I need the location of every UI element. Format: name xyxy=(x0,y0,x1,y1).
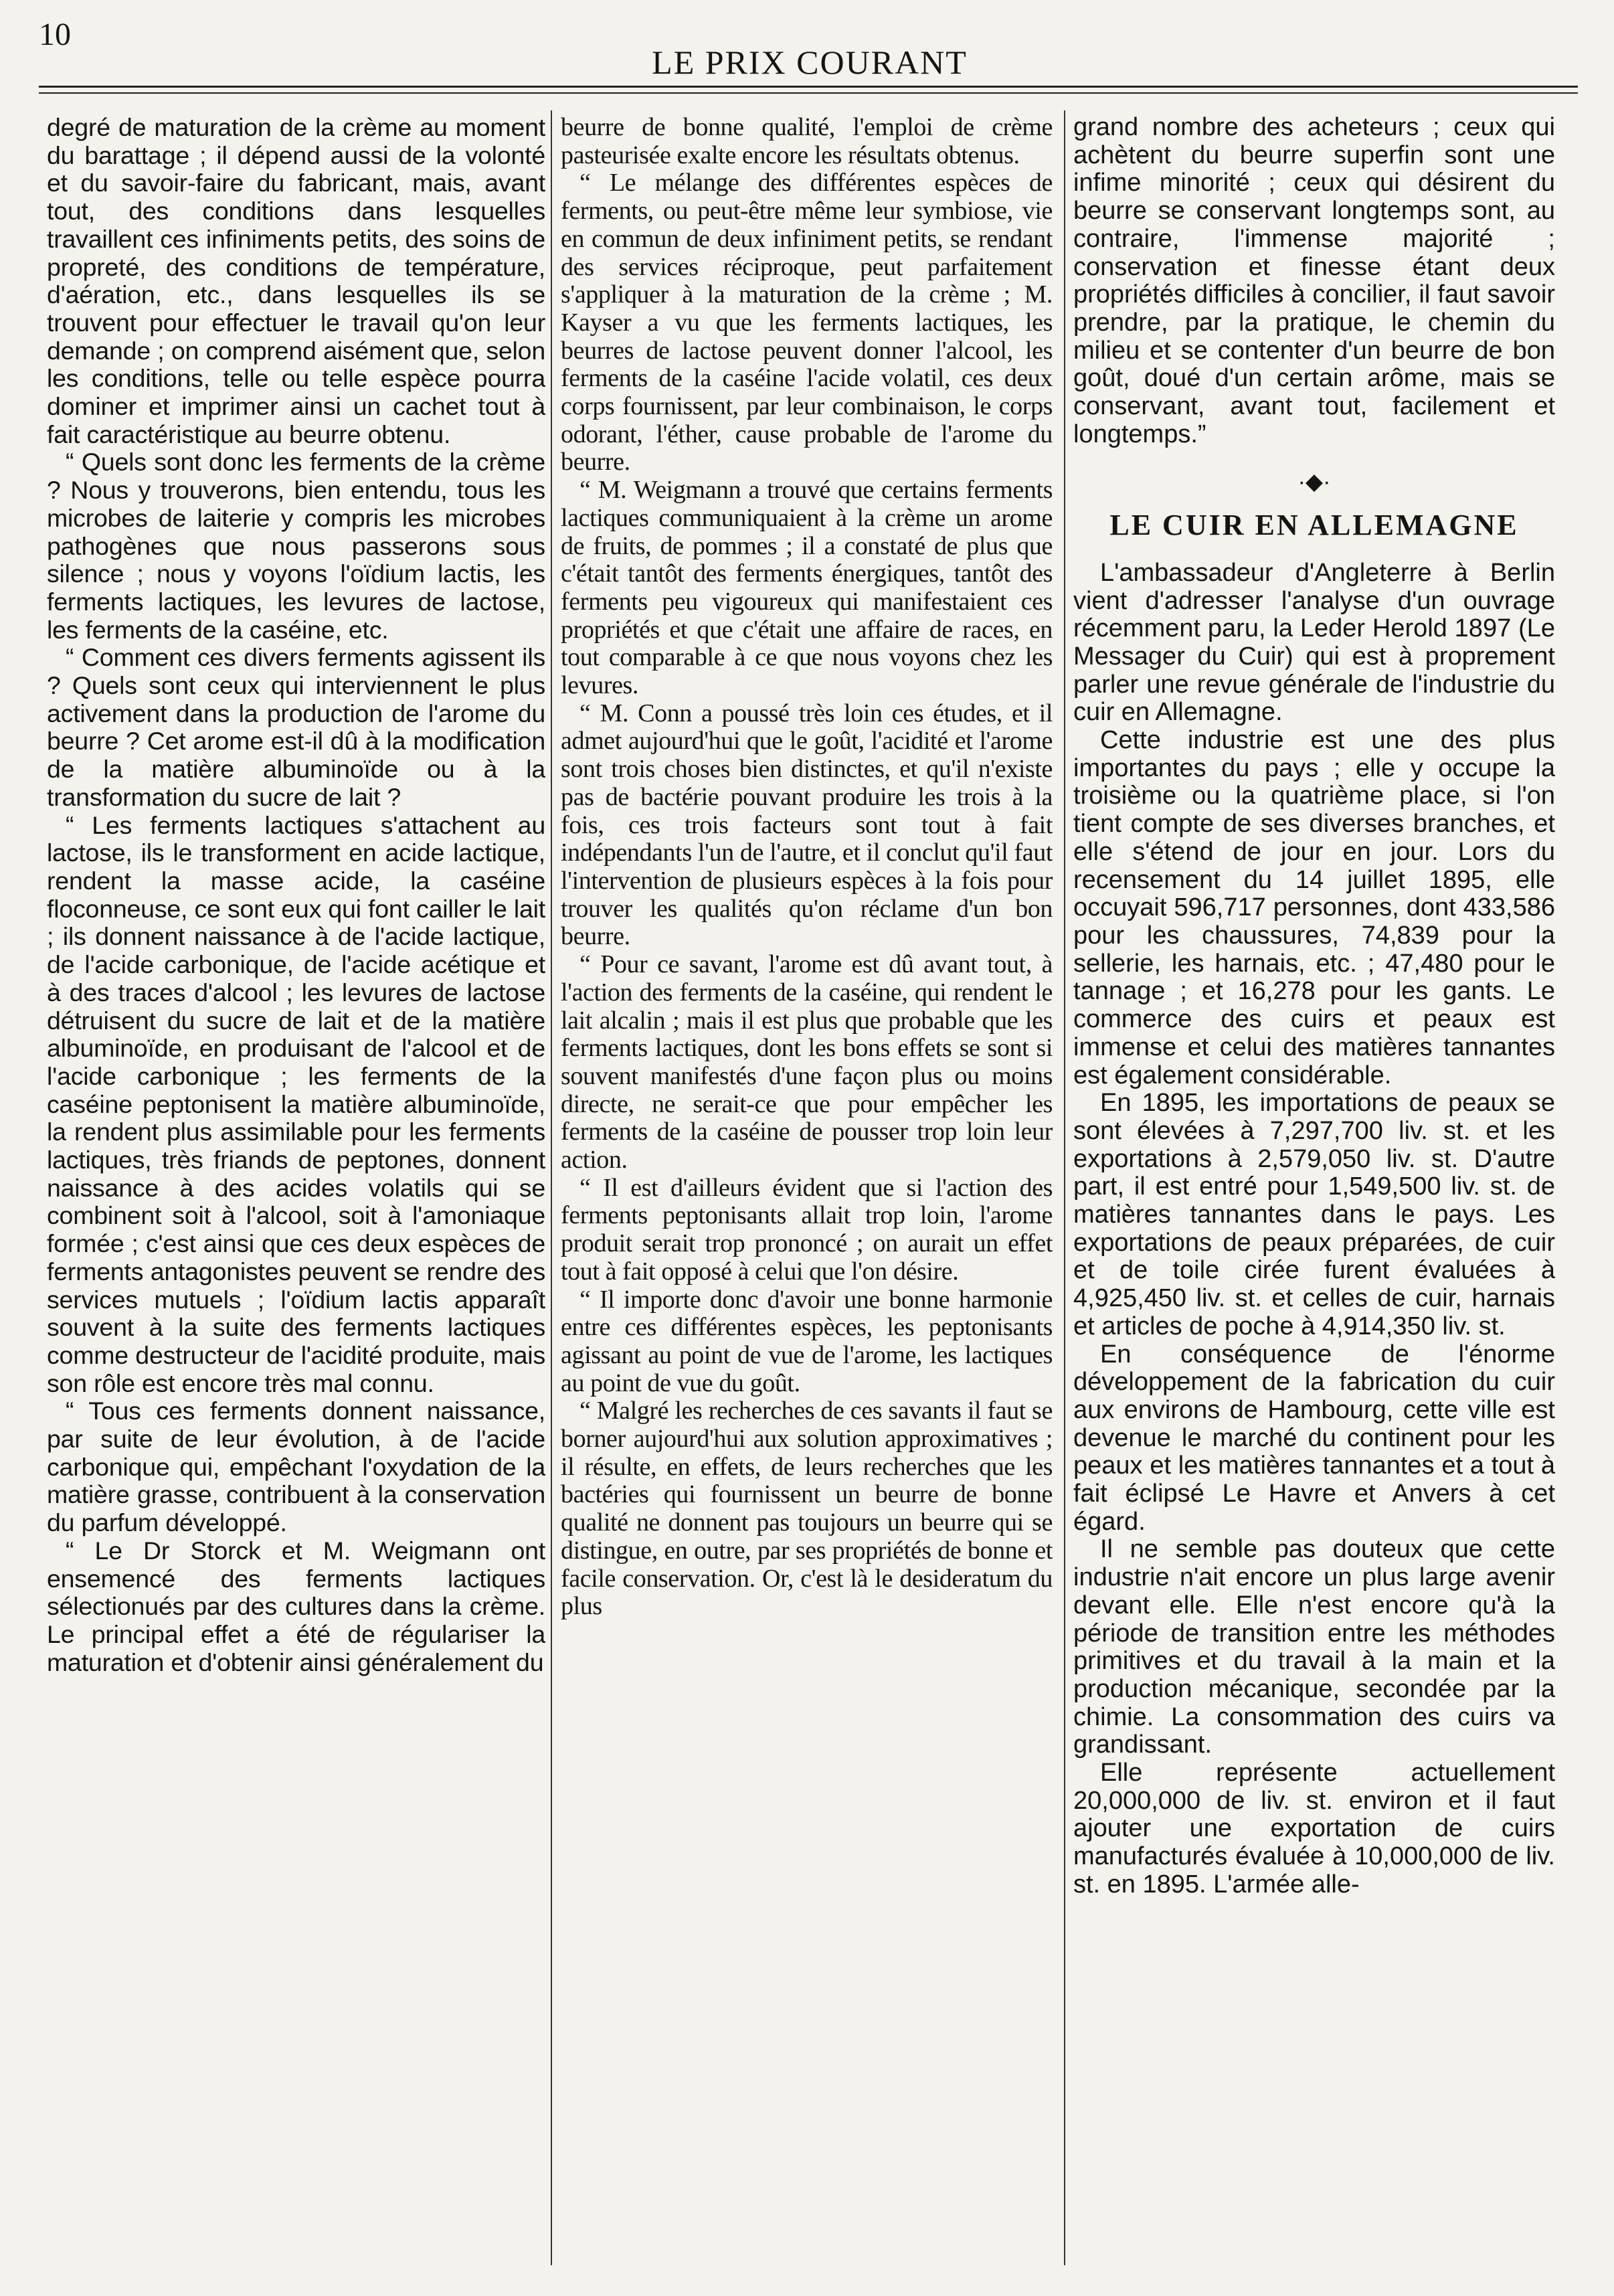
paragraph: “ Pour ce savant, l'arome est dû avant tout, à l'action des ferments de la caséine, qui rendent le lait alcalin ; mais il est plus que probable que les ferments lactiques, dont les bons effets se sont si souvent manifestés d'une façon plus ou moins directe, ne serait-ce que pour empêcher les ferments de la caséine de pousser trop loin leur action. xyxy=(561,950,1053,1174)
paragraph: “ Quels sont donc les ferments de la crème ? Nous y trouverons, bien entendu, tous les microbes de laiterie y compris les microbes pathogènes que nous passerons sous silence ; nous y voyons l'oïdium lactis, les ferments lactiques, les levures de lactose, les ferments de la caséine, etc. xyxy=(47,448,545,644)
paragraph: Elle représente actuellement 20,000,000 de liv. st. environ et il faut ajouter une exportation de cuirs manufacturés évaluée à 10,000,000 de liv. st. en 1895. L'armée alle- xyxy=(1073,1759,1555,1898)
column-divider-2 xyxy=(1064,110,1065,2265)
paragraph: degré de maturation de la crème au moment du barattage ; il dépend aussi de la volonté et du savoir-faire du fabricant, mais, avant tout, des conditions dans lesquelles travaillent ces infiniments petits, des soins de propreté, des conditions de température, d'aération, etc., dans lesquelles ils se trouvent pour effectuer le travail qu'on leur demande ; on comprend aisément que, selon les conditions, telle ou telle espèce pourra dominer et imprimer ainsi un cachet tout à fait caractéristique au beurre obtenu. xyxy=(47,114,545,448)
section-title: LE CUIR EN ALLEMAGNE xyxy=(1109,509,1519,542)
paragraph: “ Il importe donc d'avoir une bonne harmonie entre ces différentes espèces, les peptonisants agissant au point de vue de l'arome, les lactiques au point de vue du goût. xyxy=(561,1285,1053,1397)
paragraph: grand nombre des acheteurs ; ceux qui achètent du beurre superfin sont une infime minorité ; ceux qui désirent du beurre se conservant longtemps sont, au contraire, l'immense majorité ; conservation et finesse étant deux propriétés difficiles à concilier, il faut savoir prendre, par la pratique, le chemin du milieu et se contenter d'un beurre de bon goût, doué d'un certain arôme, mais se conservant, avant tout, facilement et longtemps.” xyxy=(1073,114,1555,448)
header-rule-thin xyxy=(39,92,1578,94)
paragraph: “ Il est d'ailleurs évident que si l'action des ferments peptonisants allait trop loin, l'arome produit serait trop prononcé ; on aurait un effet tout à fait opposé à celui que l'on désire. xyxy=(561,1173,1053,1286)
paragraph: “ Comment ces divers ferments agissent ils ? Quels sont ceux qui interviennent le plus activement dans la production de l'arome du beurre ? Cet arome est-il dû à la modification de la matière albuminoïde ou à la transformation du sucre de lait ? xyxy=(47,643,545,811)
paragraph: “ M. Conn a poussé très loin ces études, et il admet aujourd'hui que le goût, l'acidité et l'arome sont trois choses bien distinctes, et qu'il n'existe pas de bactérie pouvant produire les trois à la fois, ces trois facteurs sont tout à fait indépendants l'un de l'autre, et il conclut qu'il faut l'intervention de plusieurs espèces à la fois pour trouver les qualités qu'on réclame d'un bon beurre. xyxy=(561,699,1053,951)
paragraph: “ Le mélange des différentes espèces de ferments, ou peut-être même leur symbiose, vie en commun de deux infiniment petits, se rendant des services réciproque, peut parfaitement s'appliquer à la maturation de la crème ; M. Kayser a vu que les ferments lactiques, les beurres de lactose peuvent donner l'alcool, les ferments de la caséine l'acide volatil, ces deux corps fournissent, par leur combinaison, le corps odorant, l'éther, cause probable de l'arome du beurre. xyxy=(561,169,1053,476)
paragraph: “ Tous ces ferments donnent naissance, par suite de leur évolution, à de l'acide carbonique qui, empêchant l'oxydation de la matière grasse, contribuent à la conservation du parfum développé. xyxy=(47,1397,545,1537)
paragraph: “ Malgré les recherches de ces savants il faut se borner aujourd'hui aux solution approximatives ; il résulte, en effets, de leurs recherches que les bactéries qui fournissent un beurre de bonne qualité ne donnent pas toujours un beurre qui se distingue, en outre, par ses propriétés de bonne et facile conservation. Or, c'est là le desideratum du plus xyxy=(561,1397,1053,1621)
paragraph: “ Les ferments lactiques s'attachent au lactose, ils le transforment en acide lactique, rendent la masse acide, la caséine floconneuse, ce sont eux qui font cailler le lait ; ils donnent naissance à de l'acide lactique, de l'acide carbonique, de l'acide acétique et à des traces d'alcool ; les levures de lactose détruisent du sucre de lait et de la matière albuminoïde, en produisant de l'alcool et de l'acide carbonique ; les ferments de la caséine peptonisent la matière albuminoïde, la rendent plus assimilable pour les ferments lactiques, très friands de peptones, donnent naissance à des acides volatils qui se combinent soit à l'alcool, soit à l'amoniaque formée ; c'est ainsi que ces deux espèces de ferments antagonistes peuvent se rendre des services mutuels ; l'oïdium lactis apparaît souvent à la suite des ferments lactiques comme destructeur de l'acidité produite, mais son rôle est encore très mal connu. xyxy=(47,810,545,1397)
ornament-divider: ·◆· xyxy=(1297,469,1331,495)
paragraph: Cette industrie est une des plus importantes du pays ; elle y occupe la troisième ou la quatrième place, si l'on tient compte de ses diverses branches, et elle s'étend de jour en jour. Lors du recensement du 14 juillet 1895, elle occuyait 596,717 personnes, dont 433,586 pour les chaussures, 74,839 pour la sellerie, les harnais, etc. ; 47,480 pour le tannage ; et 16,278 pour les gants. Le commerce des cuirs et peaux est immense et celui des matières tannantes est également considérable. xyxy=(1073,726,1555,1089)
paragraph: L'ambassadeur d'Angleterre à Berlin vient d'adresser l'analyse d'un ouvrage récemment paru, la Leder Herold 1897 (Le Messager du Cuir) qui est à proprement parler une revue générale de l'industrie du cuir en Allemagne. xyxy=(1073,558,1555,727)
paragraph: beurre de bonne qualité, l'emploi de crème pasteurisée exalte encore les résultats obtenus. xyxy=(561,114,1053,169)
paragraph: “ Le Dr Storck et M. Weigmann ont ensemencé des ferments lactiques sélectionués par des cultures dans la crème. Le principal effet a été de régulariser la maturation et d'obtenir ainsi généralement du xyxy=(47,1536,545,1676)
column-1 xyxy=(47,114,545,2269)
paragraph: En 1895, les importations de peaux se sont élevées à 7,297,700 liv. st. et les exportations à 2,579,050 liv. st. D'autre part, il est entré pour 1,549,500 liv. st. de matières tannantes dans le pays. Les exportations de peaux préparées, de cuir et de toile cirée furent évaluées à 4,925,450 liv. st. et celles de cuir, harnais et articles de poche à 4,914,350 liv. st. xyxy=(1073,1089,1555,1340)
column-divider-1 xyxy=(551,110,552,2265)
paragraph: “ M. Weigmann a trouvé que certains ferments lactiques communiquaient à la crème un arome de fruits, de pommes ; il a constaté de plus que c'était tantôt des ferments énergiques, tantôt des ferments peu vigoureux qui manifestaient ces propriétés et que c'était une affaire de races, en tout comparable à ce que nous voyons chez les levures. xyxy=(561,476,1053,700)
journal-title: LE PRIX COURANT xyxy=(652,43,968,81)
column-3 xyxy=(1073,114,1555,2269)
header-rule xyxy=(39,86,1578,88)
paragraph: Il ne semble pas douteux que cette industrie n'ait encore un plus large avenir devant elle. Elle n'est encore qu'à la période de transition entre les méthodes primitives et du travail à la main et la production mécanique, secondée par la chimie. La consommation des cuirs va grandissant. xyxy=(1073,1535,1555,1759)
page-number: 10 xyxy=(39,17,71,52)
column-2 xyxy=(561,114,1053,2269)
paragraph: En conséquence de l'énorme développement de la fabrication du cuir aux environs de Hambourg, cette ville est devenue le marché du continent pour les peaux et les matières tannantes et a tout à fait éclipsé Le Havre et Anvers à cet égard. xyxy=(1073,1340,1555,1536)
